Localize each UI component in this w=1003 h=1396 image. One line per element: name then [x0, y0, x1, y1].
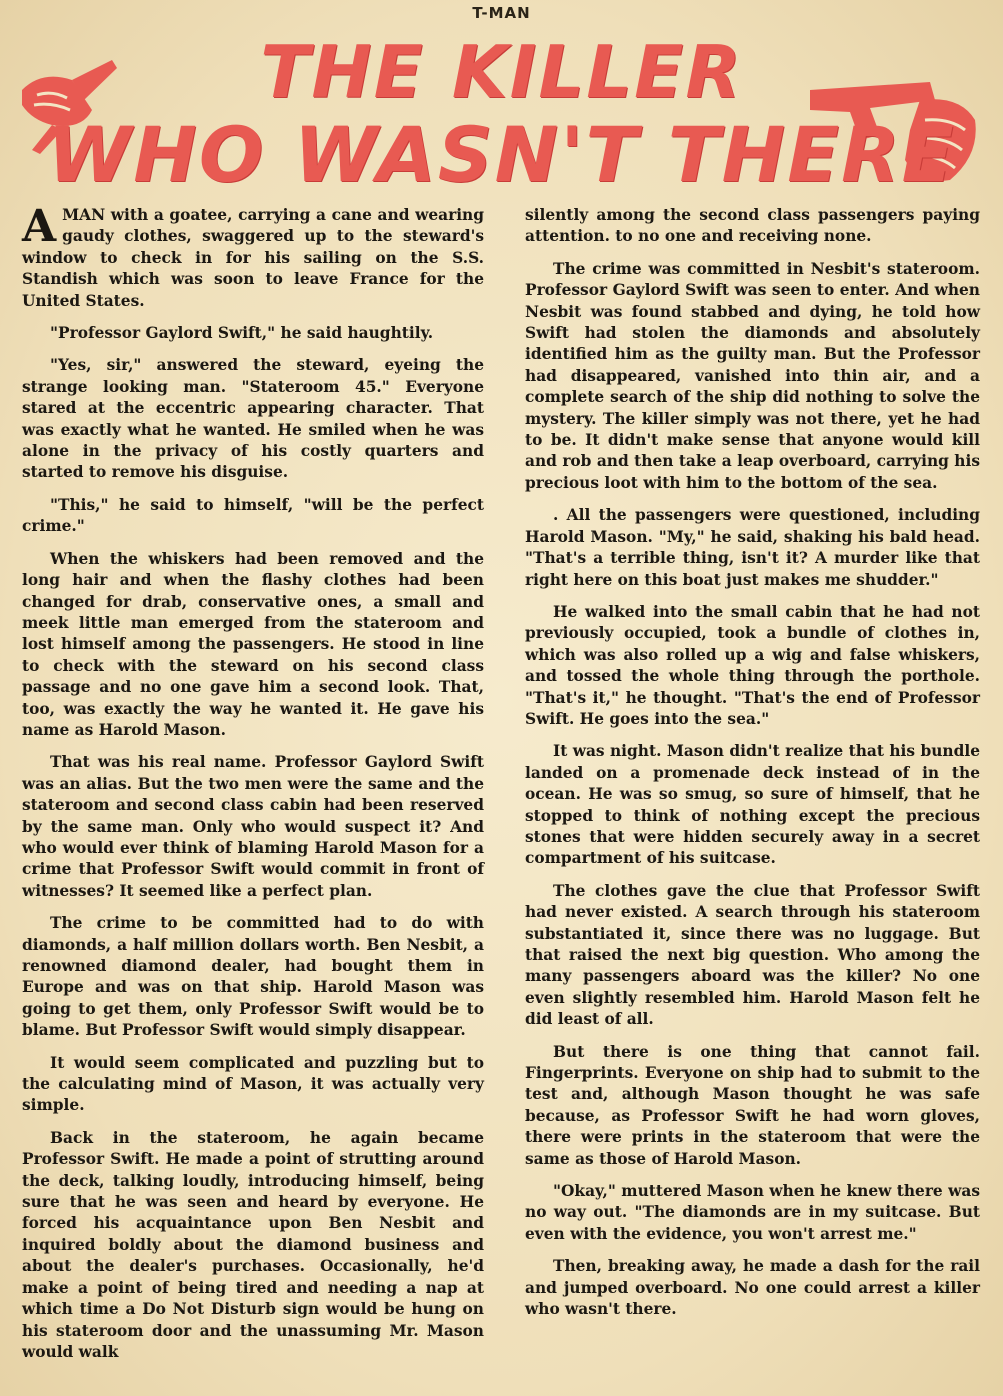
paragraph: He walked into the small cabin that he had not previously occupied, took a bundle of clothes in, which was also rolled up a wig and false whiskers, and tossed the whole thing through the porthole. "That's it," he thought. "That's the end of Professor Swift. He goes into the sea." — [525, 602, 980, 728]
paragraph: Then, breaking away, he made a dash for the rail and jumped overboard. No one could arrest a killer who wasn't there. — [525, 1257, 980, 1319]
paragraph: It was night. Mason didn't realize that his bundle landed on a promenade deck instead of in the ocean. He was so smug, so sure of himself, that he stopped to think of nothing except the precious stones that were hidden securely away in a secret compartment of his suitcase. — [525, 742, 980, 868]
drop-cap: A — [22, 201, 57, 252]
paragraph-text: MAN with a goatee, carrying a cane and wearing gaudy clothes, swaggered up to the steward's window to check in for his sailing on the S.S. Standish which was soon to leave France for the United States. — [22, 206, 484, 310]
paragraph: . All the passengers were questioned, including Harold Mason. "My," he said, shaking his bald head. "That's a terrible thing, isn't it? A murder like that right here on this boat just makes me shudder." — [525, 506, 980, 589]
paragraph: That was his real name. Professor Gaylord Swift was an alias. But the two men were the same and the stateroom and second class cabin had been reserved by the same man. Only who would suspect it? And who would ever think of blaming Harold Mason for a crime that Professor Swift would commit in front of witnesses? It seemed like a perfect plan. — [22, 753, 484, 900]
paragraph: "Yes, sir," answered the steward, eyeing the strange looking man. "Stateroom 45." Everyone stared at the eccentric appearing character. That was exactly what he wanted. He smiled when he was alone in the privacy of his costly quarters and started to remove his disguise. — [22, 356, 484, 482]
paragraph: But there is one thing that cannot fail. Fingerprints. Everyone on ship had to submit to the test and, although Mason thought he was safe because, as Professor Swift he had worn gloves, there were prints in the stateroom that were the same as those of Harold Mason. — [525, 1042, 980, 1168]
paragraph: "Okay," muttered Mason when he knew there was no way out. "The diamonds are in my suitcase. But even with the evidence, you won't arrest me." — [525, 1182, 980, 1243]
paragraph: Back in the stateroom, he again became Professor Swift. He made a point of strutting around the deck, talking loudly, introducing himself, being sure that he was seen and heard by everyone. He forced his acquaintance upon Ben Nesbit and inquired boldly about the diamond business and about the dealer's purchases. Occasionally, he'd make a point of being tired and needing a nap at which time a Do Not Disturb sign would be hung on his stateroom door and the unassuming Mr. Mason would walk — [22, 1128, 484, 1361]
paragraph: It would seem complicated and puzzling but to the calculating mind of Mason, it was actually very simple. — [22, 1053, 484, 1115]
story-title-line-1: THE KILLER — [260, 30, 743, 114]
paragraph: The clothes gave the clue that Professor Swift had never existed. A search through his stateroom substantiated it, since there was no luggage. But that raised the next big question. Who among the many passengers aboard was the killer? No one even slightly resembled him. Harold Mason felt he did least of all. — [525, 881, 980, 1029]
paragraph: The crime to be committed had to do with diamonds, a half million dollars worth. Ben Nesbit, a renowned diamond dealer, had bought them in Europe and was on that ship. Harold Mason was going to get them, only Professor Swift would be to blame. But Professor Swift would simply disappear. — [22, 914, 484, 1040]
article-column-right — [525, 205, 980, 1332]
paragraph — [22, 201, 484, 312]
paragraph: silently among the second class passengers paying attention. to no one and receiving none. — [525, 206, 980, 246]
paragraph: The crime was committed in Nesbit's stateroom. Professor Gaylord Swift was seen to enter. And when Nesbit was found stabbed and dying, he told how Swift had stolen the diamonds and absolutely identified him as the guilty man. But the Professor had disappeared, vanished into thin air, and a complete search of the ship did nothing to solve the mystery. The killer simply was not there, yet he had to be. It didn't make sense that anyone would kill and rob and then take a leap overboard, carrying his precious loot with him to the bottom of the sea. — [525, 259, 980, 492]
paragraph: "Professor Gaylord Swift," he said haughtily. — [50, 324, 434, 343]
story-title-line-2: WHO WASN'T THERE — [47, 110, 956, 199]
article-column-left — [22, 201, 484, 1374]
paragraph: "This," he said to himself, "will be the perfect crime." — [22, 495, 484, 536]
paragraph: When the whiskers had been removed and the long hair and when the flashy clothes had been changed for drab, conservative ones, a small and meek little man emerged from the stateroom and lost himself among the passengers. He stood in line to check with the steward on his second class passage and no one gave him a second look. That, too, was exactly the way he wanted it. He gave his name as Harold Mason. — [22, 549, 484, 739]
page-header-label: T-MAN — [472, 4, 531, 22]
